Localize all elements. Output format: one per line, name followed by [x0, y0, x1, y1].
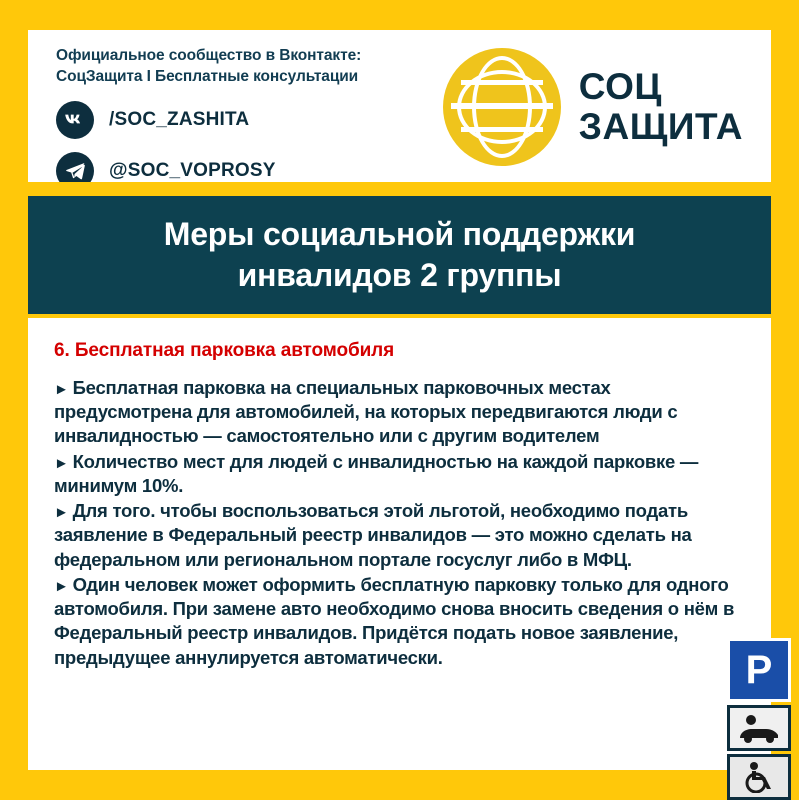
header-line-2: СоцЗащита I Бесплатные консультации [56, 67, 359, 85]
social-row-vk[interactable] [56, 101, 456, 139]
list-item-text: Для того. чтобы воспользоваться этой льготой, необходимо подать заявление в Федеральный реестр инвалидов — это можно сделать на федеральном или региональном портале госуслуг либо в МФЦ. [54, 500, 692, 570]
logo-text-line-2: ЗАЩИТА [578, 106, 743, 147]
wheelchair-icon [727, 754, 791, 800]
list-item [54, 376, 745, 449]
parking-sign [727, 638, 791, 800]
list-item [54, 573, 745, 670]
list-item-text: Один человек может оформить бесплатную парковку только для одного автомобиля. При замене авто необходимо снова вносить сведения о нём в Федеральный реестр инвалидов. Придётся подать новое заявление, предыдущее аннулируется автоматически. [54, 573, 735, 668]
telegram-handle: @SOC_VOPROSY [109, 159, 276, 181]
header-line-1: Официальное сообщество в Вконтакте: [56, 47, 362, 64]
telegram-icon [56, 152, 94, 182]
bullet-marker-icon: ► [54, 454, 69, 472]
list-item-text: Количество мест для людей с инвалидностью на каждой парковке — минимум 10%. [54, 450, 699, 496]
title-line-1: Меры социальной поддержки [163, 216, 636, 253]
social-row-telegram[interactable] [56, 152, 456, 182]
header-card [28, 30, 771, 182]
bullet-marker-icon: ► [54, 381, 69, 398]
list-item [54, 499, 745, 572]
bullet-marker-icon: ► [54, 504, 69, 522]
parking-letter-icon: P [727, 638, 791, 702]
section-heading: 6. Бесплатная парковка автомобиля [54, 340, 395, 361]
logo-text [579, 67, 743, 147]
bullet-marker-icon: ► [54, 577, 69, 595]
content-card [28, 318, 771, 770]
header-text-block [56, 46, 456, 182]
logo-text-line-1: СОЦ [578, 66, 662, 108]
title-line-2: инвалидов 2 группы [237, 257, 562, 293]
logo [443, 48, 743, 166]
vk-icon [56, 101, 94, 139]
bullet-list [54, 376, 745, 670]
list-item [54, 450, 745, 498]
globe-icon [443, 48, 561, 166]
vk-handle: /SOC_ZASHITA [109, 108, 250, 130]
list-item-text: Бесплатная парковка на специальных парковочных местах предусмотрена для автомобилей, на которых передвигаются люди с инвалидностью — самостоятельно или с другим водителем [54, 377, 678, 447]
car-with-disability-icon [727, 705, 791, 751]
title-band [28, 196, 771, 314]
